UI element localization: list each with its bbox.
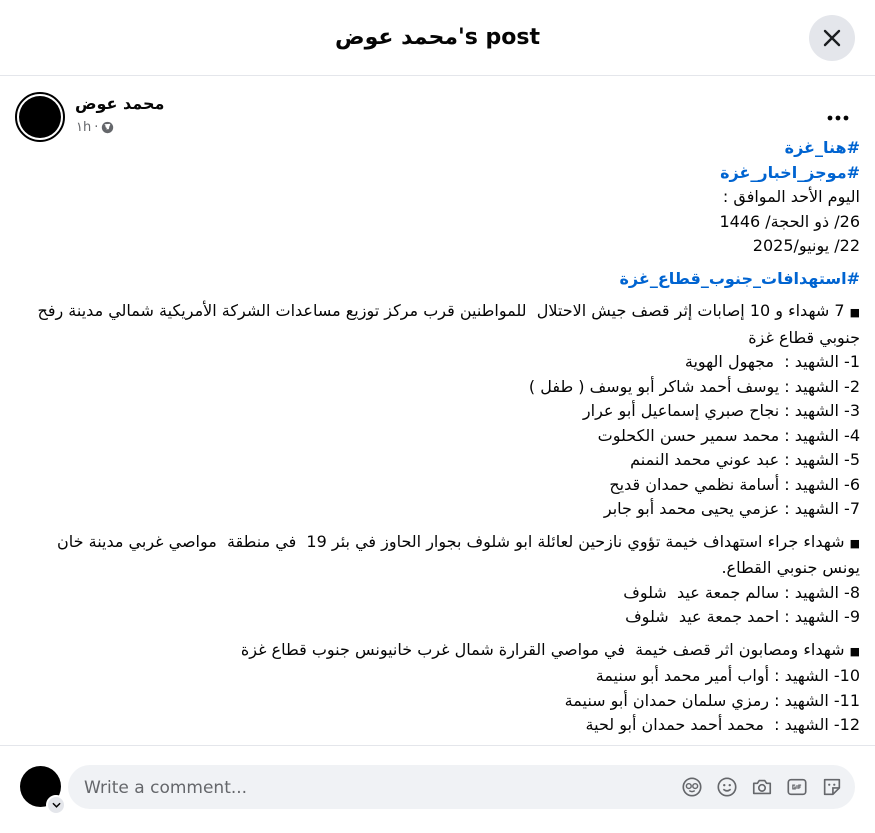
martyr-line: 9- الشهيد : احمد جمعة عيد شلوف — [625, 607, 860, 626]
globe-icon[interactable] — [101, 121, 114, 134]
post-paragraph — [15, 299, 860, 350]
comment-input[interactable] — [82, 765, 646, 811]
post-body — [15, 136, 860, 738]
comment-composer — [0, 745, 875, 833]
dialog-title: محمد عوض's post — [335, 25, 540, 50]
martyr-line: 11- الشهيد : رمزي سلمان حمدان أبو سنيمة — [564, 690, 860, 710]
hashtag-link[interactable]: #موجز_اخبار_غزة — [720, 162, 860, 182]
martyr-line: 1- الشهيد : مجهول الهوية — [684, 352, 860, 371]
martyr-line: 5- الشهيد : عبد عوني محمد النمنم — [630, 450, 860, 469]
gif-icon — [786, 776, 808, 798]
camera-button[interactable] — [750, 775, 774, 799]
post-line: 22/ يونيو/2025 — [752, 236, 860, 255]
martyr-line: 6- الشهيد : أسامة نظمي حمدان قديح — [609, 474, 860, 494]
avatar-dropdown-button[interactable] — [46, 795, 66, 815]
post-meta — [76, 120, 114, 135]
hashtag-link[interactable]: #استهدافات_جنوب_قطاع_غزة — [619, 268, 860, 288]
martyr-line: 3- الشهيد : نجاح صبري إسماعيل أبو عرار — [582, 401, 860, 420]
avatar-sticker-button[interactable] — [680, 775, 704, 799]
paragraph-text: شهداء جراء استهداف خيمة تؤوي نازحين لعائلة ابو شلوف بجوار الحاوز في بئر 19 في منطقة مواصي غربي مدينة خان يونس جنوبي القطاع. — [51, 531, 860, 577]
avatar-sticker-icon — [681, 776, 703, 798]
comment-box[interactable] — [68, 765, 855, 809]
close-icon — [823, 29, 841, 47]
paragraph-text: شهداء ومصابون اثر قصف خيمة في مواصي القرارة شمال غرب خانيونس جنوب قطاع غزة — [240, 639, 845, 659]
martyr-line: 4- الشهيد : محمد سمير حسن الكحلوت — [597, 425, 860, 445]
camera-icon — [751, 776, 773, 798]
post-paragraph — [15, 638, 860, 665]
martyr-line: 12- الشهيد : محمد أحمد حمدان أبو لحية — [585, 715, 860, 734]
more-options-button[interactable] — [820, 100, 856, 136]
sticker-icon — [821, 776, 843, 798]
chevron-down-icon — [52, 802, 61, 808]
sticker-button[interactable] — [820, 775, 844, 799]
bullet-icon: ■ — [849, 536, 860, 550]
post-line: 26/ ذو الحجة/ 1446 — [719, 211, 860, 231]
martyr-line: 8- الشهيد : سالم جمعة عيد شلوف — [623, 582, 860, 602]
close-button[interactable] — [809, 15, 855, 61]
paragraph-text: 7 شهداء و 10 إصابات إثر قصف جيش الاحتلال للمواطنين قرب مركز توزيع مساعدات الشركة الأمريكية شمالي مدينة رفح جنوبي قطاع غزة — [32, 301, 860, 347]
post-paragraph — [15, 530, 860, 581]
author-name[interactable]: محمد عوض — [75, 94, 165, 113]
hashtag-link[interactable]: #هنا_غزة — [784, 138, 860, 157]
gif-button[interactable] — [785, 775, 809, 799]
martyr-line: 2- الشهيد : يوسف أحمد شاكر أبو يوسف ( طفل ) — [528, 376, 860, 396]
martyr-line: 10- الشهيد : أواب أمير محمد أبو سنيمة — [595, 666, 860, 685]
dialog-header — [0, 0, 875, 76]
avatar-icon — [19, 96, 61, 138]
post-content — [0, 76, 875, 745]
post-line: اليوم الأحد الموافق : — [722, 187, 860, 206]
meta-separator: · — [94, 120, 99, 135]
emoji-icon — [716, 776, 738, 798]
emoji-button[interactable] — [715, 775, 739, 799]
more-options-icon — [827, 115, 849, 121]
martyr-line: 7- الشهيد : عزمي يحيى محمد أبو جابر — [603, 499, 860, 518]
post-time[interactable]: ١h — [76, 120, 92, 135]
bullet-icon: ■ — [849, 306, 860, 319]
author-avatar[interactable] — [15, 92, 65, 142]
bullet-icon: ■ — [849, 644, 860, 658]
